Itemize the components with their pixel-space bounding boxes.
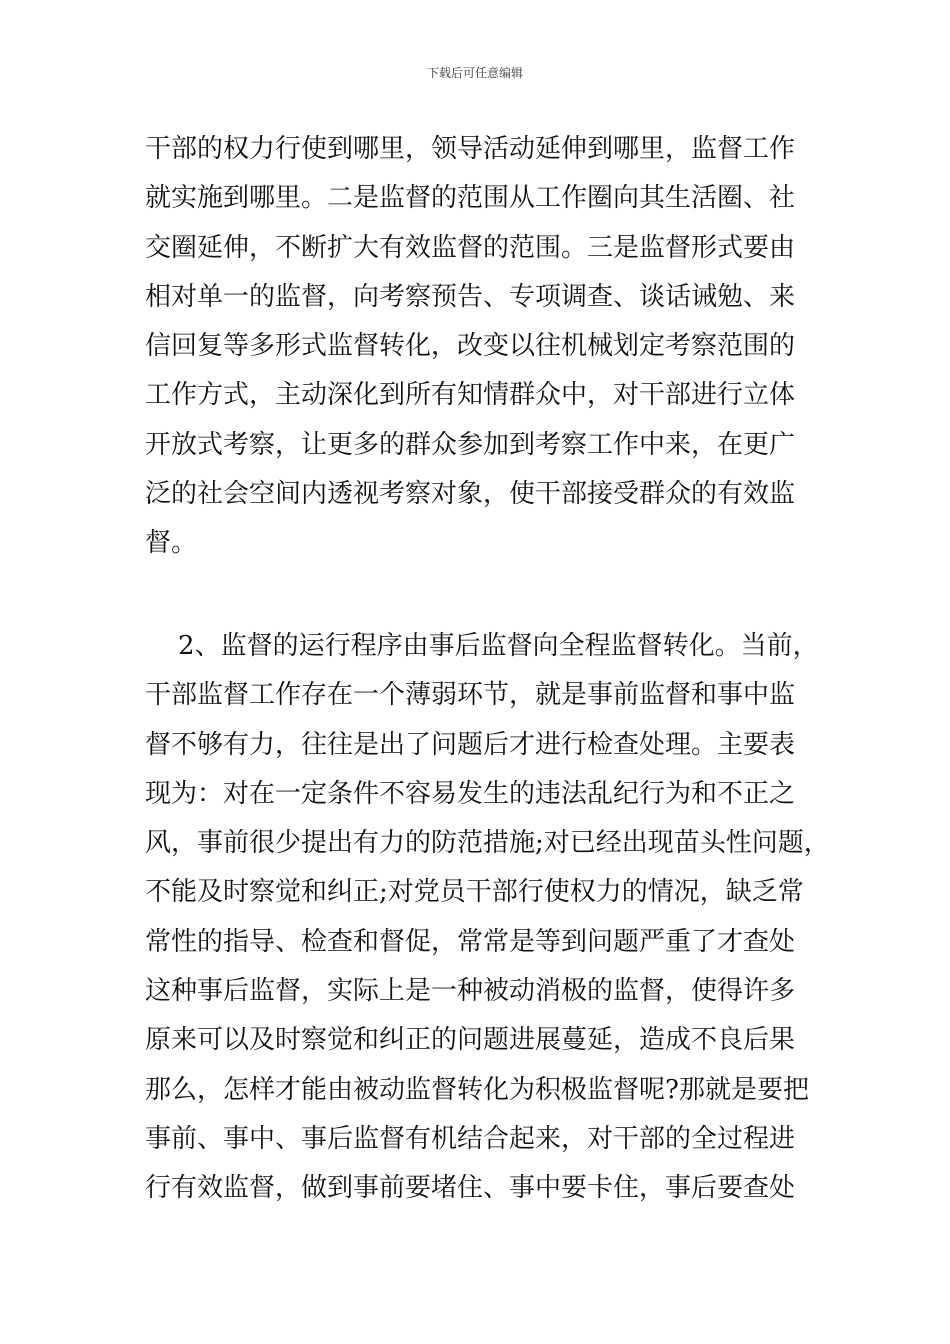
text-line: 交圈延伸，不断扩大有效监督的范围。三是监督形式要由 xyxy=(145,232,796,263)
text-line: 现为：对在一定条件不容易发生的违法乱纪行为和不正之 xyxy=(145,778,796,809)
text-line: 2、监督的运行程序由事后监督向全程监督转化。当前， xyxy=(145,631,819,661)
text-line: 原来可以及时察觉和纠正的问题进展蔓延，造成不良后果 xyxy=(145,1025,796,1056)
paragraph-2 xyxy=(145,622,835,1214)
text-line: 那么，怎样才能由被动监督转化为积极监督呢?那就是要把 xyxy=(145,1074,809,1105)
text-line: 泛的社会空间内透视考察对象，使干部接受群众的有效监 xyxy=(145,479,796,510)
text-line: 风，事前很少提出有力的防范措施;对已经出现苗头性问题， xyxy=(145,828,830,859)
text-line: 事前、事中、事后监督有机结合起来，对干部的全过程进 xyxy=(145,1123,796,1154)
text-line: 督不够有力，往往是出了问题后才进行检查处理。主要表 xyxy=(145,729,796,760)
text-line: 不能及时察觉和纠正;对党员干部行使权力的情况，缺乏常 xyxy=(145,877,804,908)
text-line: 信回复等多形式监督转化，改变以往机械划定考察范围的 xyxy=(145,331,796,362)
text-line: 行有效监督，做到事前要堵住、事中要卡住，事后要查处 xyxy=(145,1173,796,1204)
text-line: 就实施到哪里。二是监督的范围从工作圈向其生活圈、社 xyxy=(145,183,796,214)
text-line: 干部监督工作存在一个薄弱环节，就是事前监督和事中监 xyxy=(145,680,796,711)
text-line: 干部的权力行使到哪里，领导活动延伸到哪里，监督工作 xyxy=(145,134,796,164)
page-header: 下载后可任意编辑 xyxy=(426,66,523,80)
paragraph-1 xyxy=(145,125,835,569)
text-line: 开放式考察，让更多的群众参加到考察工作中来，在更广 xyxy=(145,429,796,460)
text-line: 这种事后监督，实际上是一种被动消极的监督，使得许多 xyxy=(145,976,796,1007)
text-line: 督。 xyxy=(145,528,198,559)
text-line: 工作方式，主动深化到所有知情群众中，对干部进行立体 xyxy=(145,380,796,411)
text-line: 相对单一的监督，向考察预告、专项调查、谈话诫勉、来 xyxy=(145,281,796,312)
text-line: 常性的指导、检查和督促，常常是等到问题严重了才查处 xyxy=(145,926,796,957)
